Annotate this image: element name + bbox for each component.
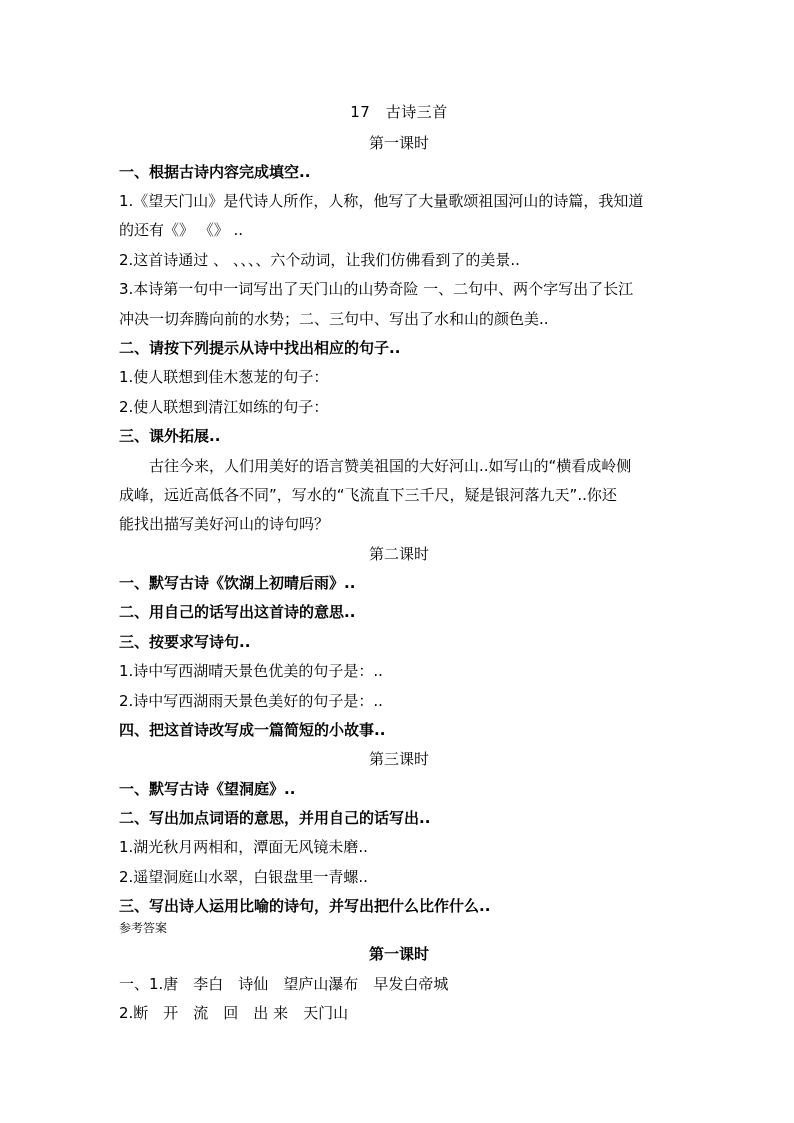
lesson1-heading: 第一课时 [368, 134, 429, 152]
lesson2-question3: 三、按要求写诗句.. [119, 633, 251, 651]
lesson3-question2-item2: 2.遥望洞庭山水翠，白银盘里一青螺.. [119, 868, 368, 886]
lesson3-question2: 二、写出加点词语的意思，并用自己的话写出.. [119, 809, 431, 827]
lesson1-question3-paragraph-line3: 能找出描写美好河山的诗句吗？ [119, 515, 330, 533]
page-title: 17 古诗三首 [350, 103, 448, 121]
lesson2-question3-item1: 1.诗中写西湖晴天景色优美的句子是：.. [119, 662, 383, 680]
lesson3-heading: 第三课时 [368, 750, 429, 768]
lesson1-question1-title: 一、根据古诗内容完成填空.. [119, 163, 311, 181]
lesson3-question3: 三、写出诗人运用比喻的诗句，并写出把什么比作什么.. [119, 897, 491, 915]
answers-line2: 2.断 开 流 回 出 来 天门山 [119, 1004, 349, 1022]
answers-line1: 一、1.唐 李白 诗仙 望庐山瀑布 早发白帝城 [119, 975, 449, 993]
lesson1-question3-paragraph-line2: 成峰，远近高低各不同”，写水的“飞流直下三千尺，疑是银河落九天”..你还 [119, 486, 617, 504]
lesson2-question2: 二、用自己的话写出这首诗的意思.. [119, 603, 356, 621]
lesson1-question1-item3-line1: 3.本诗第一句中一词写出了天门山的山势奇险 一、二句中、两个字写出了长江 [119, 280, 634, 298]
lesson1-question3-paragraph-line1: 古往今来，人们用美好的语言赞美祖国的大好河山..如写山的“横看成岭侧 [149, 457, 632, 475]
lesson2-question1: 一、默写古诗《饮湖上初晴后雨》.. [119, 574, 356, 592]
lesson1-question1-item2: 2.这首诗通过 、 、、、、六个动词，让我们仿佛看到了的美景.. [119, 251, 520, 269]
lesson2-question4: 四、把这首诗改写成一篇简短的小故事.. [119, 721, 386, 739]
lesson1-question3-title: 三、课外拓展.. [119, 427, 221, 445]
lesson3-question1: 一、默写古诗《望洞庭》.. [119, 780, 296, 798]
lesson1-question2-item1: 1.使人联想到佳木葱茏的句子： [119, 368, 329, 386]
answers-heading: 第一课时 [368, 945, 429, 963]
lesson1-question1-item1-line2: 的还有《》 《》 .. [119, 221, 244, 239]
lesson2-heading: 第二课时 [368, 545, 429, 563]
lesson1-question1-item1-line1: 1.《望天门山》是代诗人所作，人称，他写了大量歌颂祖国河山的诗篇，我知道 [119, 192, 644, 210]
lesson2-question3-item2: 2.诗中写西湖雨天景色美好的句子是：.. [119, 692, 383, 710]
answers-label: 参考答案 [119, 921, 168, 935]
lesson3-question2-item1: 1.湖光秋月两相和，潭面无风镜未磨.. [119, 838, 368, 856]
lesson1-question1-item3-line2: 冲决一切奔腾向前的水势；二、三句中、写出了水和山的颜色美.. [119, 310, 549, 328]
lesson1-question2-item2: 2.使人联想到清江如练的句子： [119, 398, 329, 416]
lesson1-question2-title: 二、请按下列提示从诗中找出相应的句子.. [119, 339, 401, 357]
